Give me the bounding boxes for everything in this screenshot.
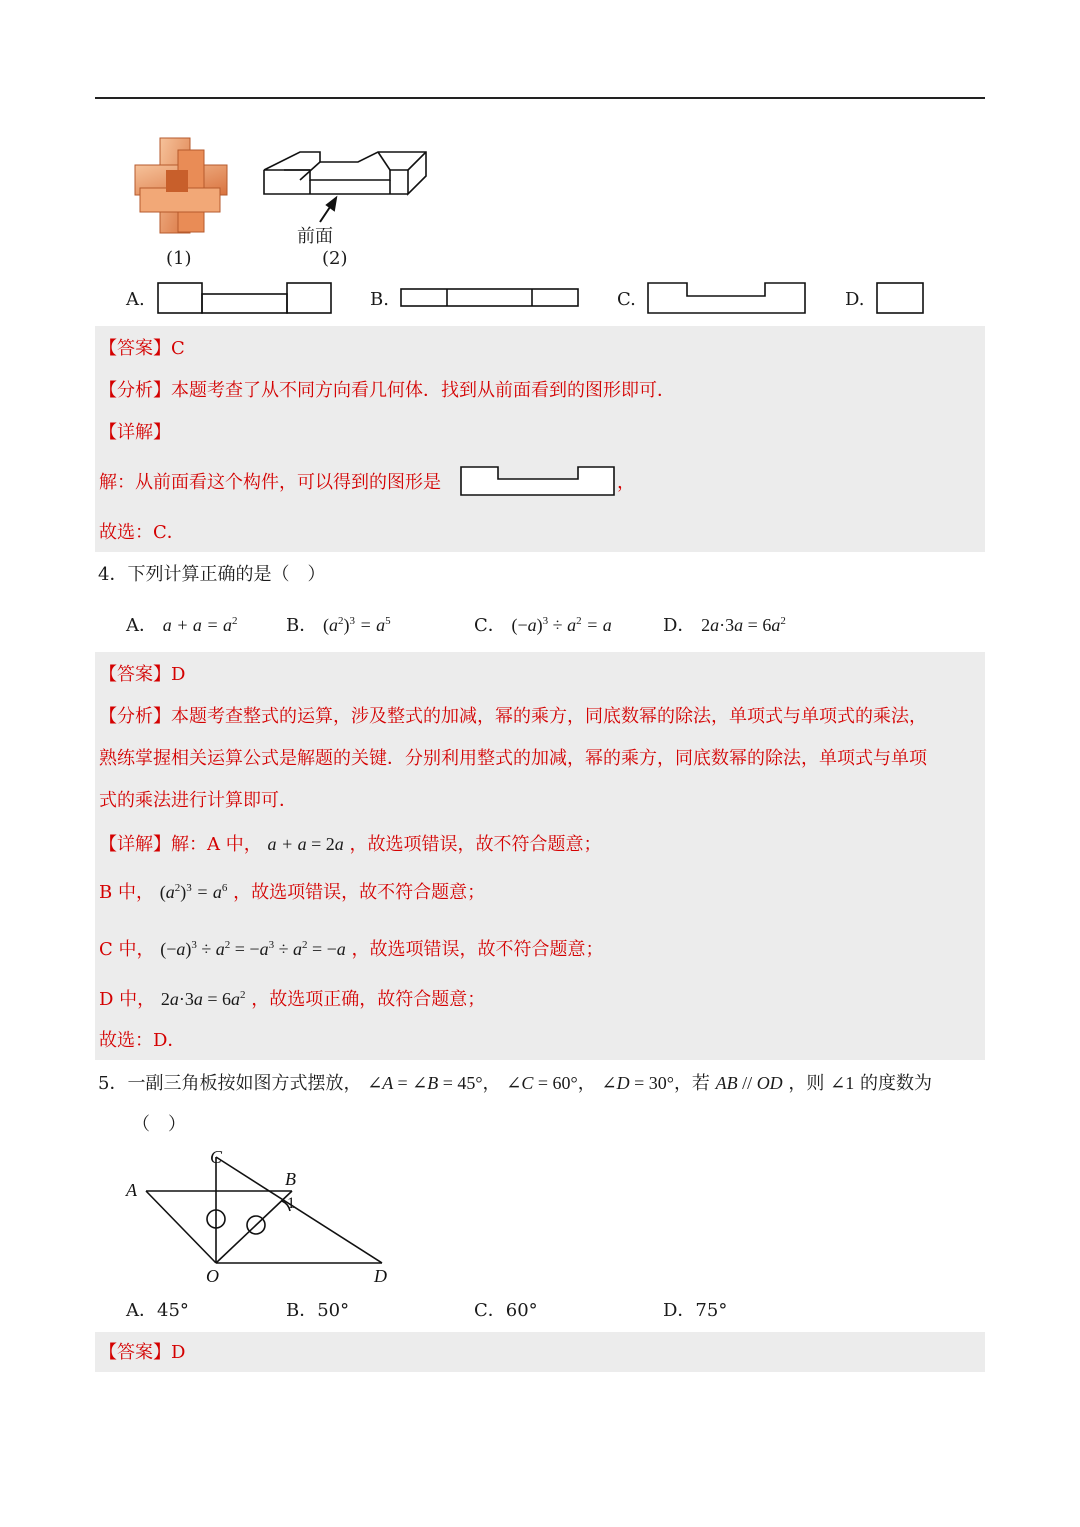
q3-detail-text: 解：从前面看这个构件，可以得到的图形是 (99, 472, 441, 493)
q4-option-b-label: B． (286, 615, 318, 636)
q4-detail-a (99, 833, 602, 856)
q5-option-a: A．45° (126, 1300, 189, 1321)
angle-1-label: 1 (287, 1195, 295, 1212)
q5-stem: 5．一副三角板按如图方式摆放， ∠A = ∠B = 45°， ∠C = 60°， ∠D = 30°，若 AB // OD ，则 ∠1 的度数为 (98, 1073, 932, 1094)
q5-angle-ab: ∠A = ∠B = 45° (367, 1073, 483, 1093)
q4-analysis-line-1: 【分析】本题考查整式的运算，涉及整式的加减，幂的乘方，同底数幂的除法，单项式与单项式的乘法， (99, 706, 927, 727)
point-d-label: D (374, 1266, 387, 1286)
q5-triangle-figure (120, 1145, 400, 1290)
q5-stem-suffix: ，则 (788, 1073, 825, 1094)
q3-solution-box (95, 326, 985, 552)
figure-2-label: (2) (322, 248, 348, 269)
q3-detail-tail: ， (617, 472, 635, 493)
q3-option-d-figure (876, 282, 926, 316)
q4-option-c-label: C． (474, 615, 506, 636)
q4-detail-b (99, 881, 485, 904)
q4-detail-a-tail: ，故选项错误，故不符合题意； (349, 834, 602, 855)
q5-paren: （ ） (132, 1114, 186, 1135)
q5-answer: 【答案】D (99, 1342, 186, 1363)
q3-option-a-label: A. (126, 289, 145, 310)
q4-detail-d-expr: $2a\cdot 3a = 6a^2$ (160, 989, 246, 1009)
puzzle-cube-photo (130, 130, 240, 245)
q4-option-c (474, 614, 612, 637)
q3-option-c-figure (647, 282, 809, 316)
q5-option-d: D．75° (663, 1300, 728, 1321)
front-label: 前面 (297, 226, 333, 247)
q3-option-b-figure (400, 288, 580, 308)
component-drawing (258, 140, 438, 240)
q4-option-a-expr: $a + a = a^2$ (162, 615, 238, 635)
q4-option-a-label: A． (126, 615, 157, 636)
q5-angle-1: ∠1 (830, 1073, 855, 1093)
point-b-label: B (285, 1169, 296, 1189)
q4-option-a (126, 614, 238, 637)
point-c-label: C (210, 1147, 223, 1167)
q4-detail-c-tail: ，故选项错误，故不符合题意； (351, 939, 604, 960)
q4-option-d-label: D． (663, 615, 696, 636)
q3-choose: 故选：C． (99, 522, 185, 543)
q4-answer: 【答案】D (99, 664, 186, 685)
q5-parallel: AB // OD (715, 1073, 783, 1093)
q4-detail-b-expr: $(a^2)^3 = a^6$ (159, 882, 228, 902)
q4-option-d-expr: $2a\cdot 3a = 6a^2$ (701, 615, 786, 635)
q3-answer: 【答案】C (99, 338, 185, 359)
q3-analysis: 【分析】本题考查了从不同方向看几何体．找到从前面看到的图形即可． (99, 380, 675, 401)
q4-detail-a-expr: a + a = 2a (267, 834, 344, 854)
q3-option-b-label: B. (370, 289, 389, 310)
q4-option-b-expr: $(a^2)^3 = a^5$ (322, 615, 391, 635)
q4-analysis-line-3: 式的乘法进行计算即可． (99, 790, 297, 811)
point-a-label: A (126, 1180, 137, 1200)
q4-detail-d-tail: ，故选项正确，故符合题意； (251, 989, 486, 1010)
figure-1-label: (1) (166, 248, 192, 269)
q4-choose: 故选：D． (99, 1030, 186, 1051)
q4-detail-prefix: 【详解】解：A 中， (99, 834, 262, 855)
q4-detail-c-prefix: C 中， (99, 939, 155, 960)
q4-detail-d (99, 988, 485, 1011)
q3-detail-figure (460, 466, 616, 498)
q4-solution-box (95, 652, 985, 1060)
q5-option-b: B．50° (286, 1300, 350, 1321)
header-rule (95, 97, 985, 99)
q5-stem-prefix: 5．一副三角板按如图方式摆放， (98, 1073, 362, 1094)
q4-detail-c (99, 938, 604, 961)
q4-stem: 4．下列计算正确的是（ ） (98, 564, 326, 585)
q4-analysis-line-2: 熟练掌握相关运算公式是解题的关键．分别利用整式的加减，幂的乘方，同底数幂的除法，单项式与单项 (99, 748, 927, 769)
q5-solution-box (95, 1332, 985, 1372)
q5-angle-c: ∠C = 60° (506, 1073, 578, 1093)
q4-detail-b-prefix: B 中， (99, 882, 154, 903)
q4-option-c-expr: $(-a)^3 \div a^2 = a$ (511, 615, 612, 635)
q4-detail-b-tail: ，故选项错误，故不符合题意； (233, 882, 486, 903)
point-o-label: O (206, 1266, 219, 1286)
q3-option-c-label: C. (617, 289, 636, 310)
q5-angle-d: ∠D = 30° (601, 1073, 674, 1093)
q3-option-a-figure (157, 282, 333, 316)
q4-detail-c-expr: $(-a)^3 \div a^2 = -a^3 \div a^2 = -a$ (160, 939, 346, 959)
q4-detail-d-prefix: D 中， (99, 989, 156, 1010)
q5-stem-end: 的度数为 (859, 1073, 932, 1094)
q4-option-d (663, 614, 786, 637)
q5-option-c: C．60° (474, 1300, 538, 1321)
q3-option-d-label: D. (845, 289, 865, 310)
q3-detail-heading: 【详解】 (99, 422, 171, 443)
q4-option-b (286, 614, 391, 637)
